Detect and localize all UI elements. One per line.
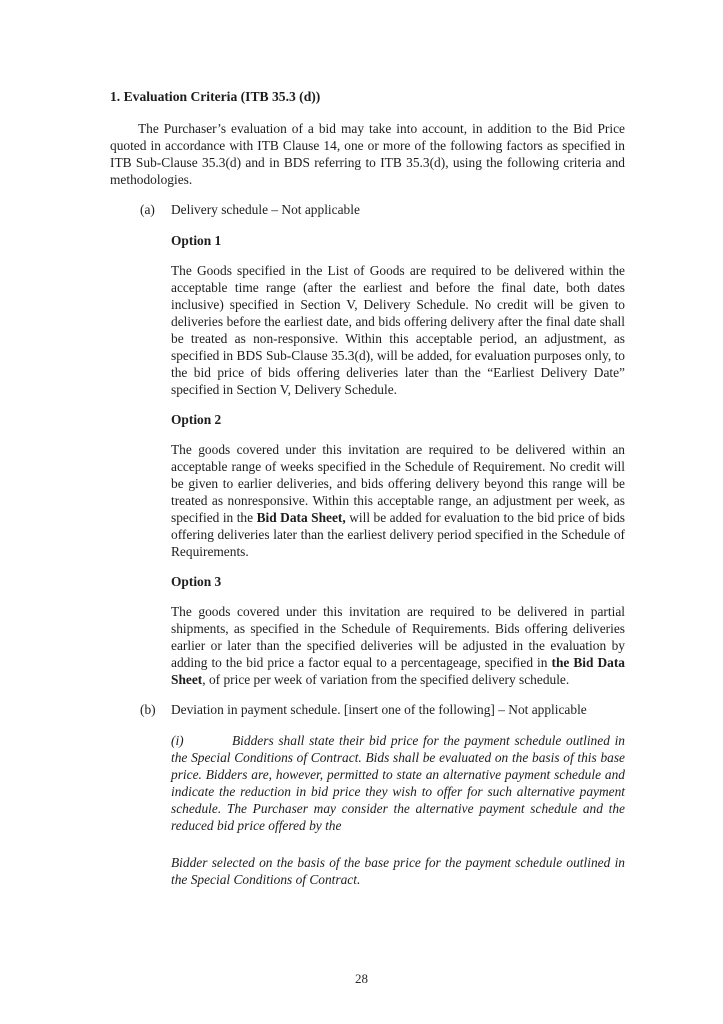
list-item-a <box>110 201 625 218</box>
option-2-body-tail: will be added for evaluation to the bid price of bids offering deliveries later than the earliest delivery period specified in the Schedule of Requirements. <box>171 510 626 559</box>
option-1-title: Option 1 <box>171 233 222 248</box>
option-1-body <box>171 262 625 398</box>
option-2-body <box>171 441 625 560</box>
option-3-body <box>171 603 625 688</box>
list-item-b <box>110 701 625 718</box>
option-3-block <box>171 573 625 688</box>
option-1-body-text: The Goods specified in the List of Goods are required to be delivered within the acceptable time range (after the earliest and before the final date, both dates inclusive) specified in Section V, Delivery Schedule. No credit will be given to deliveries before the earliest date, and bids offering delivery after the final date shall be treated as non-responsive. Within this acceptable period, an adjustment, as specified in BDS Sub-Clause 35.3(d), will be added, for evaluation purposes only, to the bid price of bids offering deliveries later than the “Earliest Delivery Date” specified in Section V, Delivery Schedule. <box>171 263 625 397</box>
section-heading: 1. Evaluation Criteria (ITB 35.3 (d)) <box>110 89 321 104</box>
sub-clause-i <box>171 732 625 834</box>
intro-paragraph: The Purchaser’s evaluation of a bid may take into account, in addition to the Bid Price quoted in accordance with ITB Clause 14, one or more of the following factors as specified in ITB Sub-Clause 35.3(d) and in BDS referring to ITB 35.3(d), using the following criteria and methodologies. <box>110 121 625 187</box>
option-2-body-bold: Bid Data Sheet, <box>256 510 346 525</box>
option-3-title: Option 3 <box>171 574 222 589</box>
list-item-a-label: Delivery schedule – Not applicable <box>171 202 360 217</box>
page-number: 28 <box>355 971 368 986</box>
list-item-b-marker: (b) <box>140 702 156 717</box>
option-1-block <box>171 232 625 398</box>
option-2-body-text: The goods covered under this invitation are required to be delivered within an acceptable range of weeks specified in the Schedule of Requirement. No credit will be given to earlier deliveries, and bids offering delivery beyond this range will be treated as nonresponsive. Within this acceptable range, an adjustment per week, as specified in the <box>171 442 625 525</box>
sub-clause-i-marker: (i) <box>171 733 184 748</box>
option-3-body-tail: , of price per week of variation from the specified delivery schedule. <box>202 672 570 687</box>
option-2-title: Option 2 <box>171 412 222 427</box>
sub-clause-i-body: Bidders shall state their bid price for the payment schedule outlined in the Special Conditions of Contract. Bids shall be evaluated on the basis of this base price. Bidders are, however, permitted to state an alternative payment schedule and indicate the reduction in bid price they wish to offer for such alternative payment schedule. The Purchaser may consider the alternative payment schedule and the reduced bid price offered by the <box>171 733 625 833</box>
option-3-body-text: The goods covered under this invitation are required to be delivered in partial shipments, as specified in the Schedule of Requirements. Bids offering deliveries earlier or later than the specified deliveries will be adjusted in the evaluation by adding to the bid price a factor equal to a percentageage, specified in <box>171 604 625 670</box>
option-3-body-bold: the Bid Data Sheet <box>171 655 626 687</box>
sub-clause-i-block <box>171 732 625 888</box>
list-item-b-label: Deviation in payment schedule. [insert one of the following] – Not applicable <box>171 702 587 717</box>
sub-clause-continuation: Bidder selected on the basis of the base price for the payment schedule outlined in the Special Conditions of Contract. <box>171 855 625 887</box>
list-item-a-marker: (a) <box>140 202 155 217</box>
option-2-block <box>171 411 625 560</box>
